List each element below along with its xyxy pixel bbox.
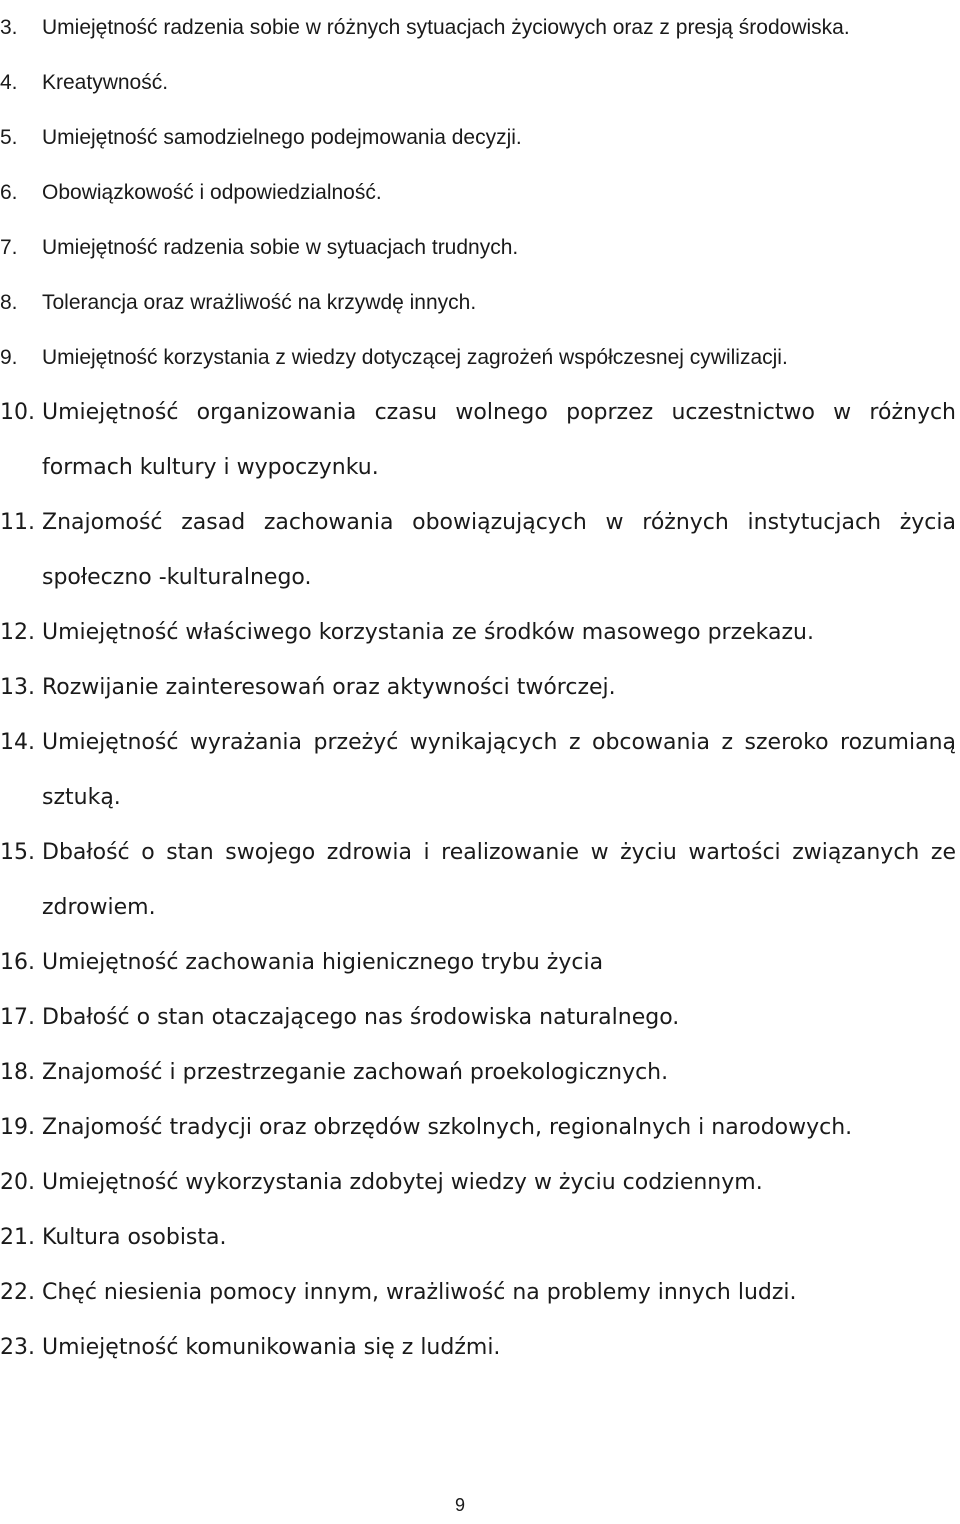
list-item-number: 21.	[0, 1225, 35, 1250]
list-item-text: Umiejętność komunikowania się z ludźmi.	[42, 1335, 501, 1360]
list-item	[0, 220, 960, 275]
list-item-text: Umiejętność samodzielnego podejmowania decyzji.	[42, 126, 522, 149]
page-number: 9	[454, 1495, 465, 1515]
list-item-number: 19.	[0, 1115, 35, 1140]
list-item-text: Dbałość o stan swojego zdrowia i realizowanie w życiu wartości związanych ze zdrowiem.	[42, 840, 956, 920]
list-item	[0, 110, 960, 165]
list-item-number: 13.	[0, 675, 35, 700]
list-item	[0, 1320, 960, 1375]
list-item-text: Umiejętność wykorzystania zdobytej wiedzy w życiu codziennym.	[42, 1170, 763, 1195]
list-item-number: 11.	[0, 510, 35, 535]
list-item-text: Dbałość o stan otaczającego nas środowiska naturalnego.	[42, 1005, 680, 1030]
list-item	[0, 0, 960, 55]
list-item-number: 7.	[0, 236, 18, 259]
list-item-text: Chęć niesienia pomocy innym, wrażliwość na problemy innych ludzi.	[42, 1280, 797, 1305]
list-item	[0, 55, 960, 110]
list-item-number: 22.	[0, 1280, 35, 1305]
list-item-text: Umiejętność wyrażania przeżyć wynikających z obcowania z szeroko rozumianą sztuką.	[42, 730, 956, 810]
list-item-text: Znajomość zasad zachowania obowiązujących w różnych instytucjach życia społeczno -kulturalnego.	[42, 510, 956, 590]
list-item	[0, 1210, 960, 1265]
list-item-number: 3.	[0, 16, 18, 39]
list-item	[0, 935, 960, 990]
list-item-number: 5.	[0, 126, 18, 149]
list-item	[0, 1100, 960, 1155]
list-item-number: 17.	[0, 1005, 35, 1030]
list-item-number: 23.	[0, 1335, 35, 1360]
list-item	[0, 275, 960, 330]
list-item	[0, 1045, 960, 1100]
list-item-number: 14.	[0, 730, 35, 755]
list-item	[0, 495, 960, 605]
list-item	[0, 605, 960, 660]
list-item	[0, 825, 960, 935]
list-item	[0, 1155, 960, 1210]
list-item	[0, 385, 960, 495]
list-item-text: Znajomość i przestrzeganie zachowań proekologicznych.	[42, 1060, 669, 1085]
list-item-text: Umiejętność korzystania z wiedzy dotyczącej zagrożeń współczesnej cywilizacji.	[42, 346, 788, 369]
list-item-text: Umiejętność właściwego korzystania ze środków masowego przekazu.	[42, 620, 814, 645]
list-item-text: Obowiązkowość i odpowiedzialność.	[42, 181, 382, 204]
list-item-text: Kreatywność.	[42, 71, 169, 94]
list-item-number: 18.	[0, 1060, 35, 1085]
list-item	[0, 1265, 960, 1320]
list-item	[0, 660, 960, 715]
list-item-text: Umiejętność zachowania higienicznego trybu życia	[42, 950, 604, 975]
list-item	[0, 990, 960, 1045]
list-item-text: Tolerancja oraz wrażliwość na krzywdę innych.	[42, 291, 477, 314]
list-item-text: Umiejętność radzenia sobie w sytuacjach trudnych.	[42, 236, 519, 259]
list-item-text: Umiejętność organizowania czasu wolnego poprzez uczestnictwo w różnych formach kultury i wypoczynku.	[42, 400, 956, 480]
list-item-text: Rozwijanie zainteresowań oraz aktywności twórczej.	[42, 675, 616, 700]
list-item-number: 4.	[0, 71, 18, 94]
list-item	[0, 330, 960, 385]
list-item-text: Znajomość tradycji oraz obrzędów szkolnych, regionalnych i narodowych.	[42, 1115, 853, 1140]
list-item-text: Kultura osobista.	[42, 1225, 227, 1250]
list-item-number: 16.	[0, 950, 35, 975]
list-item-text: Umiejętność radzenia sobie w różnych sytuacjach życiowych oraz z presją środowiska.	[42, 16, 850, 39]
list-item-number: 10.	[0, 400, 35, 425]
list-item-number: 9.	[0, 346, 18, 369]
list-item-number: 15.	[0, 840, 35, 865]
list-item-number: 12.	[0, 620, 35, 645]
list-item-number: 6.	[0, 181, 18, 204]
list-item	[0, 165, 960, 220]
list-item-number: 8.	[0, 291, 18, 314]
list-item	[0, 715, 960, 825]
list-item-number: 20.	[0, 1170, 35, 1195]
